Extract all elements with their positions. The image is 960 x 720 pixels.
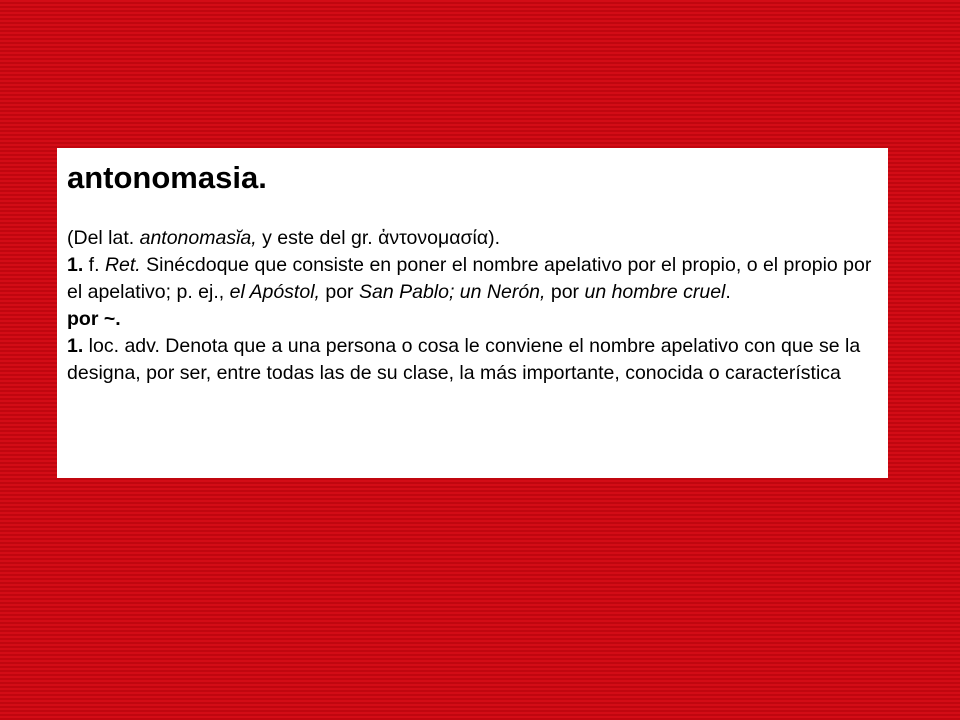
etymology-latin-word: antonomasĭa, xyxy=(139,227,257,249)
sense-1-end: . xyxy=(725,281,731,303)
etymology-line xyxy=(67,225,880,252)
sense-1-domain: Ret. xyxy=(104,254,141,276)
sense-1-grammar: f. xyxy=(83,254,105,276)
dictionary-entry-box xyxy=(57,148,888,478)
phrase-grammar: loc. adv. xyxy=(83,335,160,357)
sense-1-number: 1. xyxy=(67,254,84,276)
entry-headword: antonomasia. xyxy=(67,160,267,195)
etymology-close: ). xyxy=(488,227,501,249)
sense-1-example-3: un hombre cruel xyxy=(584,281,726,303)
etymology-middle: y este del gr. xyxy=(256,227,379,249)
sense-1-example-1: el Apóstol, xyxy=(229,281,320,303)
etymology-open: (Del lat. xyxy=(67,227,140,249)
sense-1 xyxy=(67,252,880,306)
etymology-greek-word: ἀντονομασία xyxy=(378,227,489,249)
sense-1-connector-2: por xyxy=(545,281,585,303)
phrase-sense-number: 1. xyxy=(67,335,84,357)
sense-1-definition: Sinécdoque que consiste en poner el nombre apelativo por el propio, o el propio por el apelativo; p. ej., xyxy=(67,254,872,303)
phrase-label: por ~. xyxy=(67,308,121,330)
sense-1-connector-1: por xyxy=(319,281,359,303)
phrase-sense-1 xyxy=(67,333,880,387)
entry-body xyxy=(67,225,880,387)
sense-1-example-2: San Pablo; un Nerón, xyxy=(358,281,546,303)
phrase-definition: Denota que a una persona o cosa le conviene el nombre apelativo con que se la designa, por ser, entre todas las de su clase, la más importante, conocida o característica xyxy=(67,335,861,384)
